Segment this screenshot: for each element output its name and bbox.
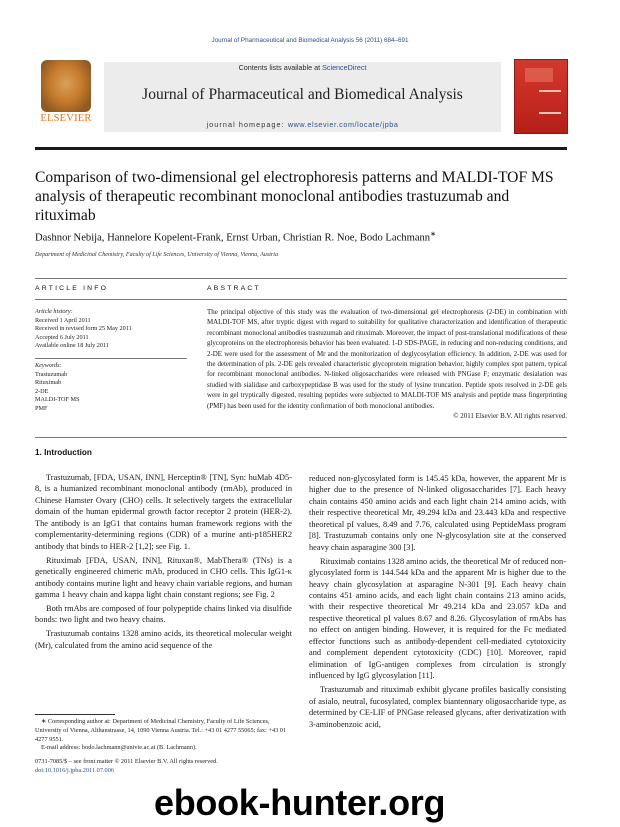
header-divider	[35, 278, 567, 279]
masthead-rule	[35, 147, 567, 150]
article-info-heading: ARTICLE INFO	[35, 285, 109, 292]
keywords-label: Keywords:	[35, 362, 62, 369]
contents-line	[104, 63, 501, 72]
abstract-copyright: © 2011 Elsevier B.V. All rights reserved.	[453, 412, 567, 421]
abstract	[207, 307, 567, 421]
article-history	[35, 308, 185, 351]
issn-line: 0731-7085/$ – see front matter © 2011 Elsevier B.V. All rights reserved.	[35, 758, 218, 765]
body-paragraph: Both rmAbs are composed of four polypeptide chains linked via disulfide bonds: two light and two heavy chains.	[35, 603, 292, 625]
sciencedirect-link[interactable]: ScienceDirect	[322, 63, 367, 72]
authors-text: Dashnor Nebija, Hannelore Kopelent-Frank, Ernst Urban, Christian R. Noe, Bodo Lachmann	[35, 232, 431, 244]
journal-homepage	[104, 120, 501, 129]
abstract-heading: ABSTRACT	[207, 285, 261, 292]
corresponding-author-note: ∗ Corresponding author at: Department of Medicinal Chemistry, Faculty of Life Sciences, University of Vienna, Althanstrasse, 14, 1090 Vienna Austria. Tel.: +43 01 4277 55065; fax: +43 01 4277 9551.	[35, 718, 287, 743]
keyword: MALDI-TOF MS	[35, 396, 80, 404]
body-paragraph: Rituximab [FDA, USAN, INN], Rituxan®, MabThera® (TNs) is a genetically engineered chimeric mAb, produced in CHO cells. This IgG1-κ antibody contains murine light and heavy chain variable regions, and human gamma 1 heavy chain and kappa light chain constant regions; see Fig. 2	[35, 555, 292, 600]
homepage-prefix: journal homepage:	[206, 120, 288, 129]
keyword: Rituximab	[35, 379, 62, 387]
history-label: Article history:	[35, 308, 73, 315]
cover-decoration	[539, 90, 561, 114]
author-list	[35, 230, 567, 244]
keywords	[35, 362, 185, 414]
running-head: Journal of Pharmaceutical and Biomedical Analysis 56 (2011) 684–691	[211, 37, 409, 44]
homepage-link[interactable]: www.elsevier.com/locate/jpba	[287, 120, 399, 129]
introduction-heading: 1. Introduction	[35, 448, 92, 457]
history-revised: Received in revised form 25 May 2011	[35, 325, 132, 333]
body-column-left	[35, 472, 292, 654]
cover-logo-block	[525, 68, 553, 82]
corresponding-author-mark[interactable]: ∗	[430, 230, 436, 238]
issn-block	[35, 757, 292, 775]
footnote	[35, 718, 292, 753]
keyword: PMF	[35, 404, 48, 412]
body-paragraph: Trastuzumab, [FDA, USAN, INN], Herceptin® [TN], Syn: huMab 4D5-8, is a humanized recombinant monoclonal antibody (rmAb), produced in Chinese Hamster Ovary (CHO) cells. It selectively targets the extracellular domain of the human epidermal growth factor receptor 2 protein (HER-2). The antibody is an IgG1 that contains human framework regions with the complementarity-determining regions (CDR) of a murine anti-p185HER2 antibody that binds to HER-2 [1,2]; see Fig. 1.	[35, 473, 292, 551]
abstract-bottom-rule	[35, 437, 567, 438]
affiliation: Department of Medicinal Chemistry, Faculty of Life Sciences, University of Vienna, Vienna, Austria	[35, 252, 279, 258]
body-paragraph: Rituximab contains 1328 amino acids, the theoretical Mr of reduced non-glycosylated form is 144.544 kDa and the apparent Mr is higher due to the heavy chain glycosylation at asparagine N-301 [9]. Each heavy chain contains 451 amino acids, and each light chain contains 213 amino acids, with their respective theoretical Mr 49.214 kDa and 23.057 kDa and respective theoretical pI values 8.67 and 8.26. Glycosylation of rmAbs has no effect on antigen binding. However, it is required for the Fc mediated effector functions such as antibody-dependent cell-mediated cytotoxicity and complement dependent cytotoxicity (CDC) [10]. Moreover, rapid elimination of IgG-antigen complexes from circulation is strongly influenced by IgG glycosylation [11].	[309, 556, 566, 681]
journal-title: Journal of Pharmaceutical and Biomedical Analysis	[142, 86, 463, 103]
journal-cover-thumbnail[interactable]	[514, 59, 568, 134]
info-divider	[35, 358, 187, 359]
elsevier-wordmark: ELSEVIER	[40, 113, 92, 124]
abstract-text: The principal objective of this study was the evaluation of two-dimensional gel electrophoresis (2-DE) in combination with MALDI-TOF MS, after tryptic digest with regard to suitability for qualitative characterization and identification of therapeutic recombinant monoclonal antibodies trastuzumab and rituximab. Moreover, the impact of post-translational modifications of these glycoproteins on the electrophoresis behavior has been evaluated. 1-D SDS-PAGE, in reducing and non-reducing conditions, and 2-DE were used for the assessment of Mr and the monitorization of deglycosylation efficiency. In addition, 2-DE was used for the determination of pIs. 2-DE gels revealed characteristic glycoprotein migration behavior, highly complex spot pattern, typical for recombinant monoclonal antibodies. N-linked oligosaccharides were released with PNGase F; enzymatic desialation was studied with sialidase and carboxypeptidase B was used for the study of lysine truncation. Peptide spots resolved in 2-DE gels were in gel tryptically digested, resulting peptides were subjected to MALDI-TOF MS analysis and peptide mass fingerprinting (PMF) has been used for the identity confirmation of both monoclonal antibodies.	[207, 308, 567, 410]
body-paragraph: reduced non-glycosylated form is 145.45 kDa, however, the apparent Mr is higher due to the presence of N-linked oligosaccharides [7]. Each heavy chain contains 450 amino acids and each light chain 214 amino acids, with their respective theoretical Mr, 49.294 kDa and 23.443 kDa and respective theoretical pI values, 8.49 and 7.76, calculated using PeptideMass program [8]. Trastuzumab contains only one N-glycosylation site at the conserved heavy chain asparagine 300 [3].	[309, 474, 566, 552]
footnote-rule	[35, 714, 115, 715]
watermark: ebook-hunter.org	[154, 782, 446, 823]
contents-prefix: Contents lists available at	[238, 63, 323, 72]
elsevier-tree-icon	[41, 60, 91, 112]
keyword: Trastuzumab	[35, 370, 68, 378]
elsevier-logo	[35, 60, 97, 132]
history-accepted: Accepted 6 July 2011	[35, 333, 89, 341]
body-paragraph: Trastuzumab and rituximab exhibit glycane profiles basically consisting of asialo, neutral, fucosylated, complex biantennary oligosaccharide type, as determined by CE-LIF of PNGase released glycans, after derivatization with 3-aminobenzoic acid,	[309, 685, 566, 729]
history-received: Received 1 April 2011	[35, 316, 91, 324]
email-note: E-mail address: bodo.lachmann@univie.ac.at (B. Lachmann).	[41, 744, 197, 752]
body-paragraph: Trastuzumab contains 1328 amino acids, its theoretical molecular weight (Mr), calculated from the amino acid sequence of the	[35, 629, 292, 650]
article-title: Comparison of two-dimensional gel electrophoresis patterns and MALDI-TOF MS analysis of therapeutic recombinant monoclonal antibodies trastuzumab and rituximab	[35, 169, 554, 224]
section-divider	[35, 299, 567, 300]
keyword: 2-DE	[35, 387, 49, 395]
history-online: Available online 18 July 2011	[35, 342, 109, 350]
doi-link[interactable]: doi:10.1016/j.jpba.2011.07.006	[35, 767, 114, 774]
body-column-right	[309, 473, 566, 732]
